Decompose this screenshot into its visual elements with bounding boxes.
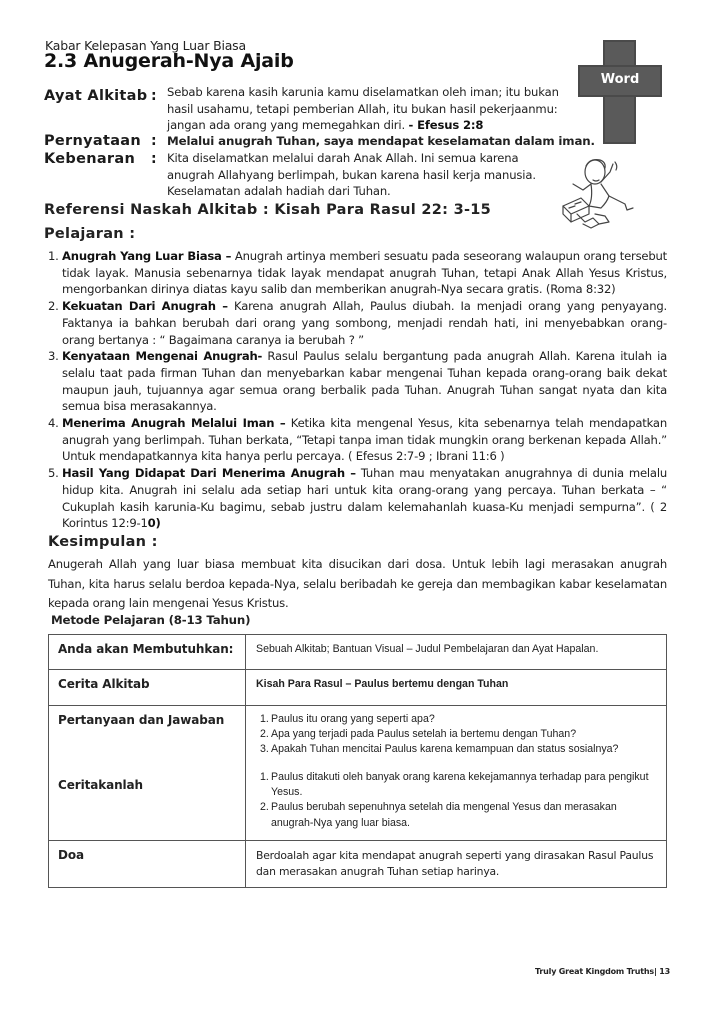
row-value (246, 706, 666, 840)
ayat-verse: Sebab karena kasih karunia kamu diselamatkan oleh iman; itu bukan hasil usahamu, tetapi pemberian Allah, itu bukan hasil pekerjaanmu: jangan ada orang yang memegahkan diri. (167, 85, 559, 132)
kebenaran-section (44, 150, 584, 200)
question-text: Apa yang terjadi pada Paulus setelah ia bertemu dengan Tuhan? (271, 728, 577, 741)
pernyataan-label: Pernyataan (44, 133, 141, 149)
lesson-item (48, 348, 667, 415)
story-text: Paulus ditakuti oleh banyak orang karena kekejamannya terhadap para pengikut Yesus. (271, 771, 649, 799)
question-number: 2. (260, 728, 269, 741)
lesson-title: Kenyataan Mengenai Anugrah- (62, 349, 263, 364)
question-list (260, 712, 650, 758)
row-label: Cerita Alkitab (49, 670, 246, 705)
lesson-number: 1. (48, 249, 59, 263)
kebenaran-text: Kita diselamatkan melalui darah Anak Allah. Ini semua karena anugrah Allahyang berlimpah, bukan karena hasil kerja manusia. Keselamatan adalah hadiah dari Tuhan. (167, 151, 536, 198)
pernyataan-section (44, 133, 595, 151)
ayat-text (167, 84, 567, 134)
row-label: Doa (49, 841, 246, 887)
lesson-item (48, 415, 667, 465)
word-label: Word (600, 72, 640, 87)
jumping-child-illustration (555, 150, 643, 235)
kebenaran-label: Kebenaran (44, 151, 136, 167)
story-item (260, 800, 650, 830)
lesson-text: Rasul Paulus selalu bergantung pada anugrah Allah. Karena itulah ia selalu taat pada firman Tuhan dan menyebarkan kabar mengenai Tuhan kepada orang-orang baik dekat maupun jauh, tujuannya agar semua orang berbalik pada Tuhan. Anugrah Tuhan sangat nyata dan kita semua bisa merasakannya. (62, 349, 667, 414)
lesson-title: Menerima Anugrah Melalui Iman – (62, 416, 286, 431)
ayat-label: Ayat Alkitab (44, 88, 148, 104)
lesson-item (48, 465, 667, 532)
question-item (260, 727, 650, 742)
ayat-colon: : (151, 88, 157, 104)
chapter-subtitle: Kabar Kelepasan Yang Luar Biasa (45, 38, 246, 53)
lesson-number: 2. (48, 299, 59, 314)
scripture-reference: Referensi Naskah Alkitab : Kisah Para Rasul 22: 3-15 (44, 202, 492, 218)
lesson-title: Hasil Yang Didapat Dari Menerima Anugrah – (62, 466, 356, 481)
lesson-list (48, 248, 667, 532)
ayat-reference: - Efesus 2:8 (408, 118, 484, 132)
row-value: Sebuah Alkitab; Bantuan Visual – Judul Pembelajaran dan Ayat Hapalan. (256, 643, 599, 655)
lesson-item (48, 248, 667, 298)
pernyataan-text: Melalui anugrah Tuhan, saya mendapat keselamatan dalam iman. (167, 134, 595, 148)
lesson-title: Kekuatan Dari Anugrah – (62, 299, 228, 314)
lesson-number: 5. (48, 466, 59, 481)
question-item (260, 742, 650, 757)
question-number: 3. (260, 743, 269, 756)
kebenaran-colon: : (151, 151, 157, 167)
question-text: Paulus itu orang yang seperti apa? (271, 713, 435, 725)
table-row (49, 635, 666, 670)
row-value: Berdoalah agar kita mendapat anugrah seperti yang dirasakan Rasul Paulus dan merasakan anugrah Tuhan setiap harinya. (256, 849, 654, 878)
lesson-text: Anugrah artinya memberi sesuatu pada seseorang walaupun orang tersebut tidak layak. Manusia sebenarnya tidak layak mendapat anugrah Tuhan, tetapi Anak Allah Yesus Kristus, mengorbankan dirinya diatas kayu salib dan memberikan anugrah-Nya secara gratis. (Roma 8:32) (62, 249, 668, 297)
story-item (260, 770, 650, 800)
word-cross-badge (578, 40, 662, 144)
question-text: Apakah Tuhan mencitai Paulus karena kemampuan dan status sosialnya? (271, 743, 619, 756)
metode-heading: Metode Pelajaran (8-13 Tahun) (51, 613, 251, 627)
row-label: Anda akan Membutuhkan: (49, 635, 246, 669)
lesson-text: Tuhan mau menyatakan anugrahnya di dunia melalu hidup kita. Anugrah ini selalu ada setiap hari untuk kita orang-orang yang percaya. Tuhan berkata – “ Cukuplah kasih karunia-Ku bagimu, sebab justru dalam kelemahanlah kuasa-Ku menjadi sempurna”. ( 2 Korintus 12:9-1 (62, 466, 667, 531)
lesson-number: 3. (48, 349, 59, 364)
lesson-number: 4. (48, 416, 59, 431)
ceritakanlah-label: Ceritakanlah (58, 778, 143, 792)
question-item (260, 712, 650, 727)
page-footer: Truly Great Kingdom Truths| 13 (535, 967, 670, 976)
row-value: Kisah Para Rasul – Paulus bertemu dengan Tuhan (256, 678, 509, 690)
story-number: 2. (260, 801, 269, 814)
table-row (49, 841, 666, 887)
table-row (49, 670, 666, 706)
lesson-text-tail: 0) (147, 516, 161, 531)
lesson-text: Ketika kita mengenal Yesus, kita sebenarnya telah mendapatkan anugrah yang berlimpah. Tuhan berkata, “Tetapi tanpa iman tidak mungkin orang berkenan kepada Allah.” Untuk mendapatkannya kita hanya perlu percaya. ( Efesus 2:7-9 ; Ibrani 11:6 ) (62, 416, 667, 464)
pernyataan-colon: : (151, 133, 157, 149)
story-number: 1. (260, 771, 269, 783)
lesson-title: Anugrah Yang Luar Biasa – (62, 249, 232, 263)
method-table (48, 634, 667, 888)
story-text: Paulus berubah sepenuhnya setelah dia mengenal Yesus dan merasakan anugrah-Nya yang luar biasa. (271, 801, 617, 829)
page-title: 2.3 Anugerah-Nya Ajaib (44, 50, 294, 72)
lesson-item (48, 298, 667, 348)
kesimpulan-text: Anugerah Allah yang luar biasa membuat kita disucikan dari dosa. Untuk lebih lagi merasakan anugrah Tuhan, kita harus selalu berdoa kepada-Nya, selalu beribadah ke gereja dan membagikan kabar keselamatan kepada orang lain mengenai Yesus Kristus. (48, 557, 667, 610)
table-row (49, 706, 666, 841)
qa-label: Pertanyaan dan Jawaban (58, 713, 225, 727)
ayat-alkitab-section (44, 84, 584, 134)
story-list (260, 770, 650, 831)
lesson-text: Karena anugrah Allah, Paulus diubah. Ia menjadi orang yang penyayang. Faktanya ia bahkan berubah dari orang yang sombong, menjadi rendah hati, ini menyebabkan orang-orang bertanya : “ Bagaimana caranya ia berubah ? ” (62, 299, 668, 347)
pelajaran-heading: Pelajaran : (44, 226, 136, 242)
kesimpulan-heading: Kesimpulan : (48, 534, 158, 550)
question-number: 1. (260, 713, 269, 725)
row-labels (49, 706, 246, 840)
